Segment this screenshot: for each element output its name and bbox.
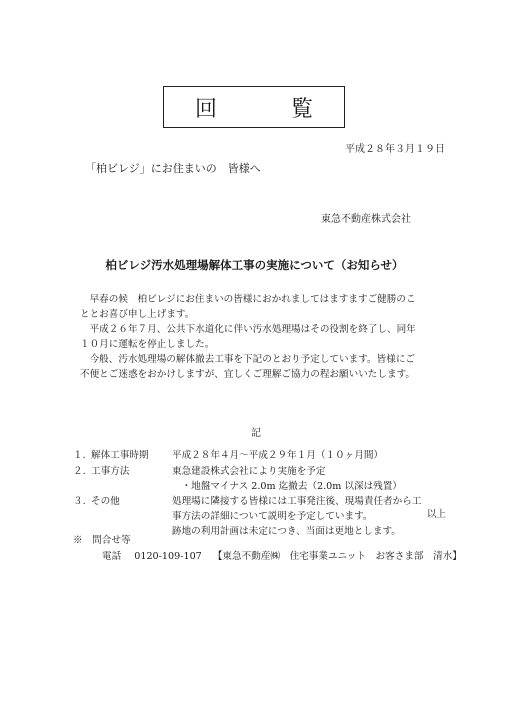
subject-heading: 柏ビレジ汚水処理場解体工事の実施について（お知らせ） [105,258,404,272]
item-number: ２. [73,466,86,477]
item-value: 跡地の利用計画は未定につき、当面は更地とします。 [172,526,401,537]
contact-department: 【東急不動産㈱ 住宅事業ユニット お客さま部 清水】 [212,551,462,562]
item-value: 処理場に隣接する皆様には工事発注後、現場責任者から工 [172,496,422,507]
body-line: ととお喜び申し上げます。 [80,309,195,320]
ki-heading: 記 [251,428,261,439]
addressee: 「柏ビレジ」にお住まいの 皆様へ [85,162,261,175]
body-paragraph-1 [80,292,450,322]
item-label: 解体工事時期 [91,450,149,461]
body-line: 平成２６年７月、公共下水道化に伴い汚水処理場はその役割を終了し、同年 [89,324,416,335]
sender-company: 東急不動産株式会社 [321,214,411,225]
item-number: ３. [73,496,86,507]
body-line: 早春の候 柏ビレジにお住まいの皆様におかれましてはますますご健勝のこ [89,294,416,305]
item-label: 工事方法 [91,466,130,477]
body-line: 今般、汚水処理場の解体撤去工事を下記のとおり予定しています。皆様にご [89,354,416,365]
body-paragraph-2 [80,322,450,352]
phone-label: 電話 [102,551,122,562]
body-line: １０月に運転を停止しました。 [80,339,215,350]
item-value: 東急建設株式会社により実施を予定 [172,466,326,477]
item-value: 事方法の詳細について説明を予定しています。 [172,511,373,522]
document-title: 回 覧 [194,96,339,122]
document-title-box [163,86,345,128]
item-value: ・地盤マイナス 2.0m 迄撤去（2.0m 以深は残置） [172,481,402,492]
contact-heading: ※ 問合せ等 [73,535,131,546]
issue-date: 平成２８年３月１９日 [345,144,445,155]
body-paragraph-3 [80,352,450,382]
body-line: 不便とご迷惑をおかけしますが、宜しくご理解ご協力の程お願いいたします。 [80,369,416,380]
phone-number: 0120-109-107 [134,551,202,562]
item-label: その他 [91,496,120,507]
contact-line [102,548,462,562]
item-number: １. [73,450,86,461]
closing-mark: 以上 [426,509,446,520]
item-value: 平成２８年４月～平成２９年１月（１０ヶ月間） [172,450,384,461]
